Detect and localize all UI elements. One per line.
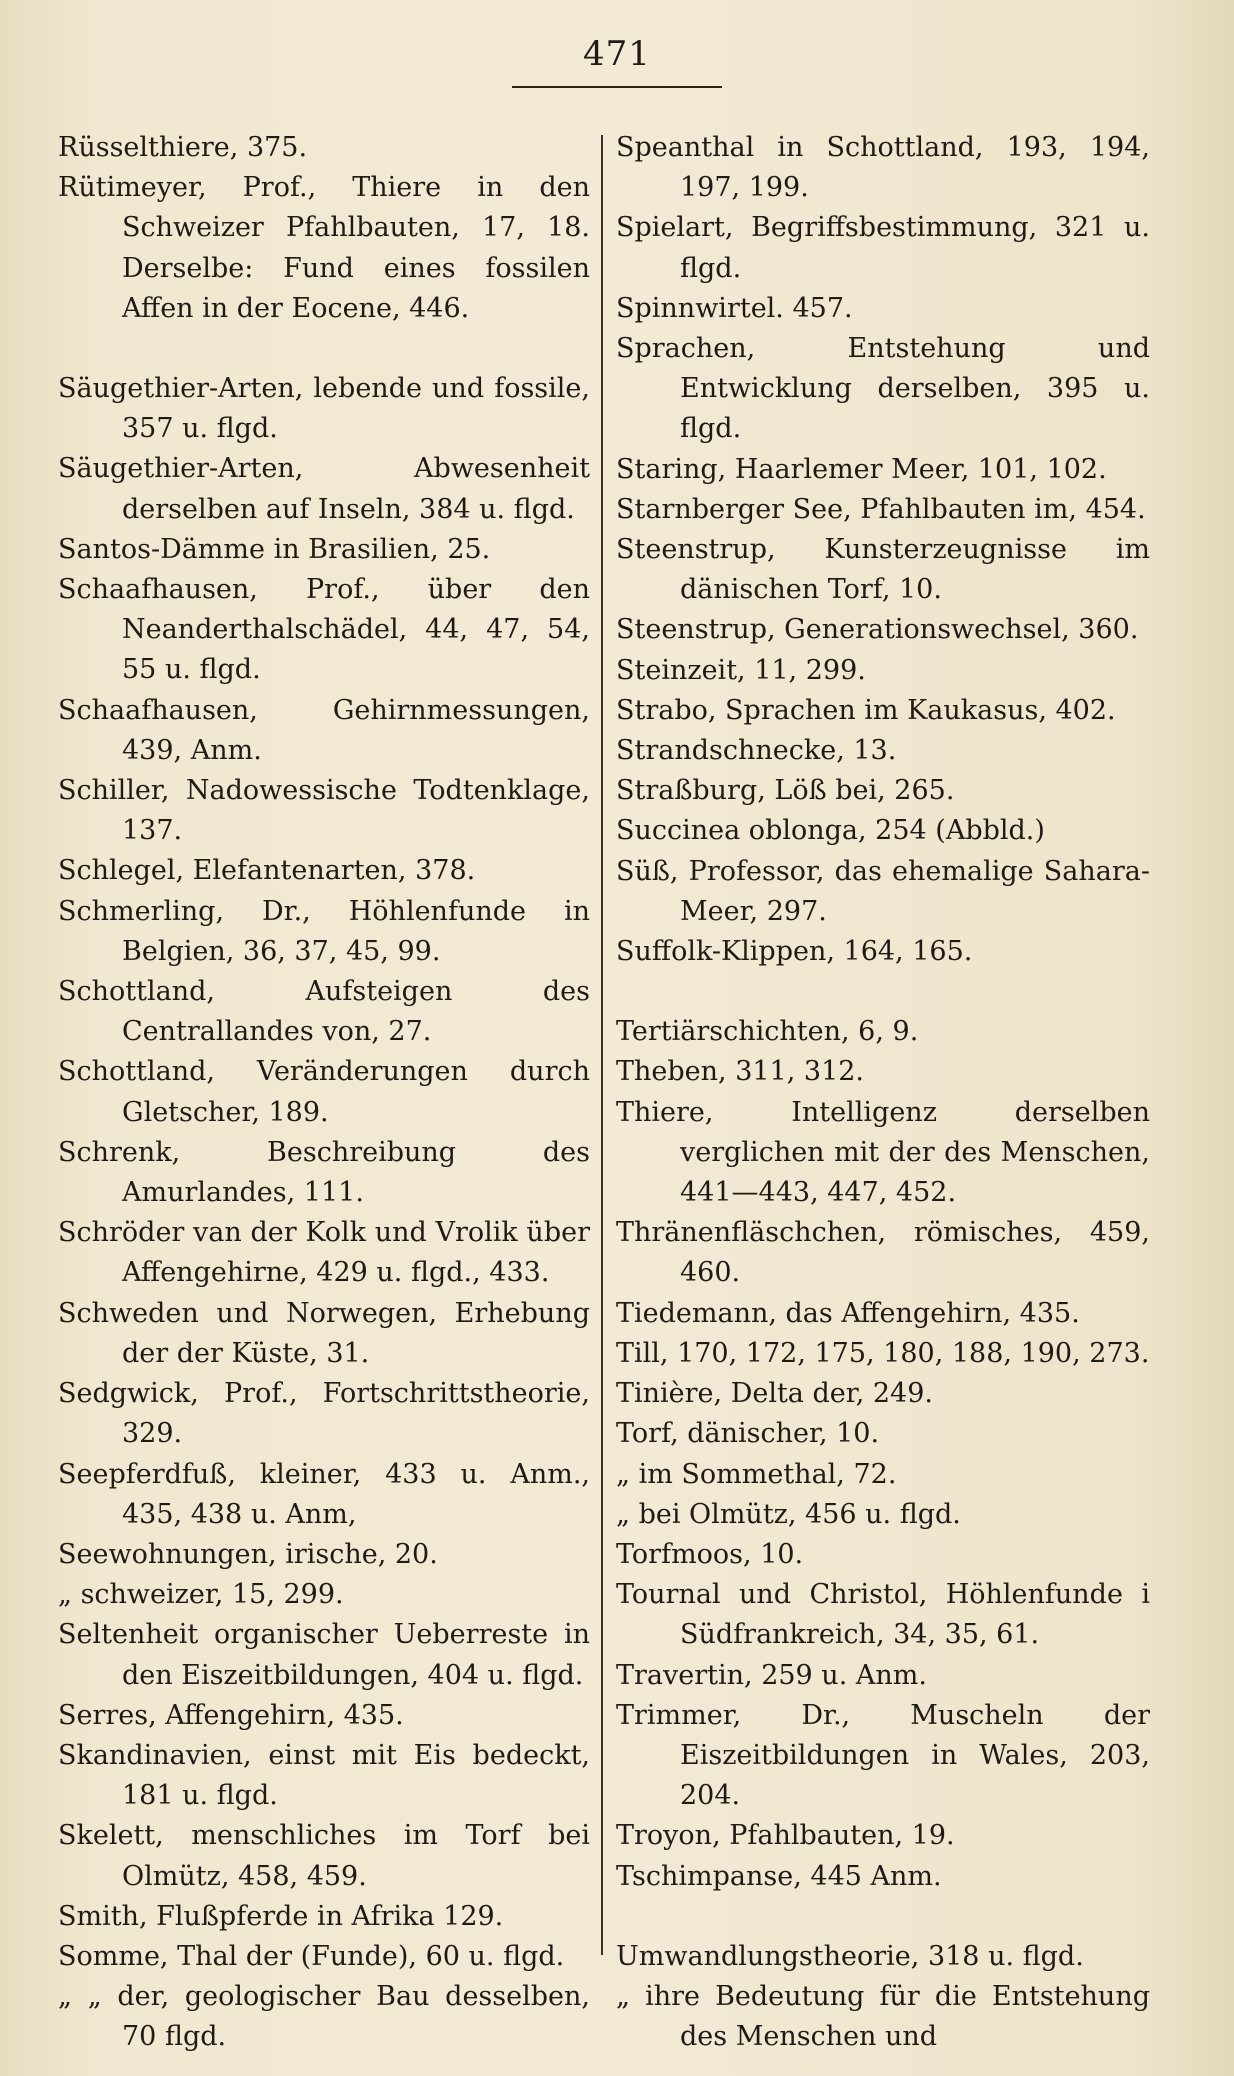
index-entry: Seltenheit organischer Ueberreste in den Eiszeitbildungen, 404 u. flgd. (58, 1619, 590, 1691)
index-entry: Troyon, Pfahlbauten, 19. (616, 1820, 955, 1852)
index-entry: Skelett, menschliches im Torf bei Olmütz, 458, 459. (58, 1820, 590, 1892)
index-entry: Schrenk, Beschreibung des Amurlandes, 111. (58, 1136, 590, 1209)
index-entry: Umwandlungstheorie, 318 u. flgd. (616, 1940, 1084, 1972)
page-number: 471 (583, 34, 651, 74)
index-subentry: „ im Sommethal, 72. (616, 1458, 897, 1490)
index-entry: Seepferdfuß, kleiner, 433 u. Anm., 435, 438 u. Anm, (58, 1458, 590, 1530)
index-entry: Torf, dänischer, 10. (616, 1418, 880, 1450)
index-subentry: „ ihre Bedeutung für die Entstehung des Menschen und (616, 1980, 1150, 2053)
column-divider (601, 135, 603, 1955)
index-entry: Tschimpanse, 445 Anm. (616, 1860, 942, 1892)
index-entry: Schmerling, Dr., Höhlenfunde in Belgien, 36, 37, 45, 99. (58, 895, 590, 967)
index-entry: Tournal und Christol, Höhlenfunde i Südfrankreich, 34, 35, 61. (616, 1579, 1150, 1651)
index-entry: Staring, Haarlemer Meer, 101, 102. (616, 453, 1107, 485)
index-entry: Travertin, 259 u. Anm. (616, 1659, 927, 1691)
index-entry: Rüsselthiere, 375. (58, 132, 308, 163)
index-entry: Schlegel, Elefantenarten, 378. (58, 855, 476, 887)
index-entry: Sedgwick, Prof., Fortschrittstheorie, 329. (58, 1378, 590, 1450)
index-entry: Steenstrup, Kunsterzeugnisse im dänischen Torf, 10. (616, 534, 1150, 606)
index-entry: Säugethier-Arten, Abwesenheit derselben auf Inseln, 384 u. flgd. (58, 453, 590, 525)
index-column-right (616, 128, 1150, 2057)
letter-section-gap (616, 972, 1150, 1012)
index-subentry: „ bei Olmütz, 456 u. flgd. (616, 1498, 961, 1530)
index-entry: Tinière, Delta der, 249. (616, 1378, 933, 1410)
index-entry: Steinzeit, 11, 299. (616, 654, 866, 686)
index-entry: Succinea oblonga, 254 (Abbld.) (616, 815, 1045, 847)
index-entry: Theben, 311, 312. (616, 1056, 865, 1088)
index-entry: Smith, Flußpferde in Afrika 129. (58, 1900, 504, 1932)
index-entry: Strandschnecke, 13. (616, 735, 897, 767)
index-entry: Straßburg, Löß bei, 265. (616, 775, 955, 807)
index-entry: Tertiärschichten, 6, 9. (616, 1016, 919, 1048)
index-entry: Schottland, Veränderungen durch Gletscher, 189. (58, 1056, 590, 1128)
index-entry: Schaafhausen, Gehirnmessungen, 439, Anm. (58, 694, 590, 766)
index-entry: Steenstrup, Generationswechsel, 360. (616, 614, 1139, 646)
index-entry: Till, 170, 172, 175, 180, 188, 190, 273. (616, 1337, 1150, 1369)
index-entry: Trimmer, Dr., Muscheln der Eiszeitbildungen in Wales, 203, 204. (616, 1699, 1150, 1812)
index-entry: Sprachen, Entstehung und Entwicklung derselben, 395 u. flgd. (616, 333, 1150, 445)
index-entry: Schottland, Aufsteigen des Centrallandes von, 27. (58, 976, 590, 1048)
index-subentry: „ schweizer, 15, 299. (58, 1579, 344, 1611)
index-entry: Starnberger See, Pfahlbauten im, 454. (616, 493, 1146, 525)
index-entry: Tiedemann, das Affengehirn, 435. (616, 1297, 1080, 1329)
index-entry: Suffolk-Klippen, 164, 165. (616, 936, 973, 968)
index-entry: Rütimeyer, Prof., Thiere in den Schweizer Pfahlbauten, 17, 18. Derselbe: Fund eines fossilen Affen in der Eocene, 446. (58, 172, 590, 324)
index-entry: Spinnwirtel. 457. (616, 292, 853, 324)
index-entry: Süß, Professor, das ehemalige Sahara-Meer, 297. (616, 855, 1150, 927)
index-entry: Spielart, Begriffsbestimmung, 321 u. flgd. (616, 212, 1150, 284)
letter-section-gap (58, 329, 590, 369)
index-entry: Serres, Affengehirn, 435. (58, 1699, 404, 1731)
index-entry: Skandinavien, einst mit Eis bedeckt, 181 u. flgd. (58, 1739, 590, 1812)
index-entry: Thränenfläschchen, römisches, 459, 460. (616, 1217, 1150, 1289)
index-entry: Schweden und Norwegen, Erhebung der der Küste, 31. (58, 1297, 590, 1369)
letter-section-gap (616, 1897, 1150, 1937)
index-entry: Strabo, Sprachen im Kaukasus, 402. (616, 694, 1116, 726)
index-entry: Säugethier-Arten, lebende und fossile, 357 u. flgd. (58, 373, 590, 445)
header-rule (512, 86, 722, 88)
index-entry: Torfmoos, 10. (616, 1538, 804, 1570)
index-entry: Schaafhausen, Prof., über den Neanderthalschädel, 44, 47, 54, 55 u. flgd. (58, 574, 590, 686)
index-entry: Santos-Dämme in Brasilien, 25. (58, 533, 491, 565)
index-entry: Seewohnungen, irische, 20. (58, 1538, 438, 1570)
index-entry: Thiere, Intelligenz derselben verglichen mit der des Menschen, 441—443, 447, 452. (616, 1096, 1150, 1209)
index-subentry: „ „ der, geologischer Bau desselben, 70 flgd. (58, 1981, 590, 2053)
index-entry: Schiller, Nadowessische Todtenklage, 137. (58, 775, 590, 847)
index-entry: Schröder van der Kolk und Vrolik über Affengehirne, 429 u. flgd., 433. (58, 1217, 590, 1289)
index-entry: Speanthal in Schottland, 193, 194, 197, 199. (616, 132, 1150, 204)
index-column-left (58, 128, 590, 2058)
index-entry: Somme, Thal der (Funde), 60 u. flgd. (58, 1940, 565, 1972)
